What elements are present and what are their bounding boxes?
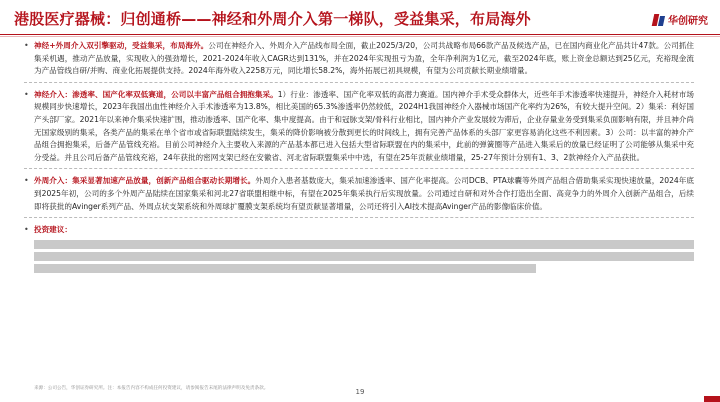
redacted-line: [34, 264, 536, 273]
huachuang-logo-icon: [653, 14, 665, 26]
section-neuro: [24, 89, 694, 165]
section-text: 1）行业：渗透率、国产化率双低的高潜力赛道。国内神介手术受众群体大，近些年手术渗透率快速提升，神经介入耗材市场规模同步快速增长，2023年我国出血性神经介入手术渗透率为13.8%，相比美国的65.3%渗透率仍然较低，2024H1我国神经介入器械市场国产化率约为26%，有较大提升空间。2）集采：利好国产头部厂家。2021年以来神介集采快速扩围，推动渗透率、国产化率、集中度提高。由于和冠脉支架/骨科行业相比，国内神介产业发展较为滞后，企业存量业务受到集采负面影响有限，并且神介尚无国家级别的集采，各类产品的集采在单个省市或省际联盟陆续发生，集采的降价影响被分散到更长的时间线上，拥有完善产品体系的头部厂家更容易消化这些不利因素。3）公司：以丰富的神介产品组合拥抱集采，后备产品管线充裕。目前公司神经介入主要收入来源的产品基本都已进入包括大型省际联盟在内的集采中，此前的弹簧圈等产品进入集采后的放量已经证明了公司能够从集采中充分受益。并且公司后备产品管线充裕，24年获批的密网支架已经在安徽省、河北省际联盟集采中中选，有望在25年贡献业绩增量，25-27年预计分别有1、3、2款神经介入产品获批。: [34, 89, 694, 162]
section-lead: 神经介入：渗透率、国产化率双低赛道，公司以丰富产品组合拥抱集采。: [34, 89, 278, 99]
section-text: 外周介入患者基数庞大，集采加速渗透率、国产化率提高。公司DCB、PTA球囊等外周产品组合借助集采实现快速放量，2024年底到2025年初，公司的多个外周产品陆续在国家集采和河北27省联盟相继中标，有望在2025年集采执行后实现放量。公司通过自研和对外合作打造出全面、高竞争力的外周介入创新产品组合，后续即将获批的Avinger系列产品、外周点状支架系统和外周球扩覆膜支架系统均有望贡献显著增量，公司还将引入AI技术提高Avinger产品的影像临床价值。: [34, 176, 694, 211]
page-title: 港股医疗器械：归创通桥——神经和外周介入第一梯队，受益集采，布局海外: [14, 10, 531, 28]
section-lead: 神经+外周介入双引擎驱动，受益集采，布局海外。: [34, 41, 209, 50]
section-peripheral: [24, 175, 694, 213]
footnote: 来源：公司公告，华创证券研究所。注：本报告内容不构成任何投资建议，请参阅报告末尾的法律声明及免责条款。: [34, 386, 269, 391]
header-divider: [0, 34, 720, 35]
redacted-line: [34, 240, 694, 249]
page-number: 19: [355, 388, 365, 396]
section-divider: [24, 82, 694, 83]
section-investment: [24, 224, 694, 273]
investment-heading: 投资建议：: [34, 225, 72, 235]
section-divider: [24, 168, 694, 169]
redacted-line: [34, 252, 694, 261]
corner-accent: [704, 396, 720, 402]
section-text: 公司在神经介入、外周介入产品线布局全面，截止2025/3/20，公司共战略布局66款产品及候选产品，已在国内商业化产品共计47款。公司抓住集采机遇，推动产品放量，实现收入的强劲增长，2021-2024年收入CAGR达到131%，并在2024年实现扭亏为盈，全年净利润为1亿元，截至2024年底，账上资金总额达到25亿元，充裕现金流为产品管线自研/并购、商业化拓展提供支持。2024年海外收入2258万元，同比增长58.2%，海外拓展已初具规模，有望为公司贡献长期业绩增量。: [34, 41, 694, 76]
header-divider-thin: [0, 36, 720, 37]
section-overview: [24, 40, 694, 78]
section-divider: [24, 217, 694, 218]
brand-logo: [653, 12, 708, 27]
section-lead: 外周介入：集采显著加速产品放量，创新产品组合驱动长期增长。: [34, 176, 256, 186]
brand-name: 华创研究: [668, 16, 708, 27]
content-body: [24, 40, 694, 277]
